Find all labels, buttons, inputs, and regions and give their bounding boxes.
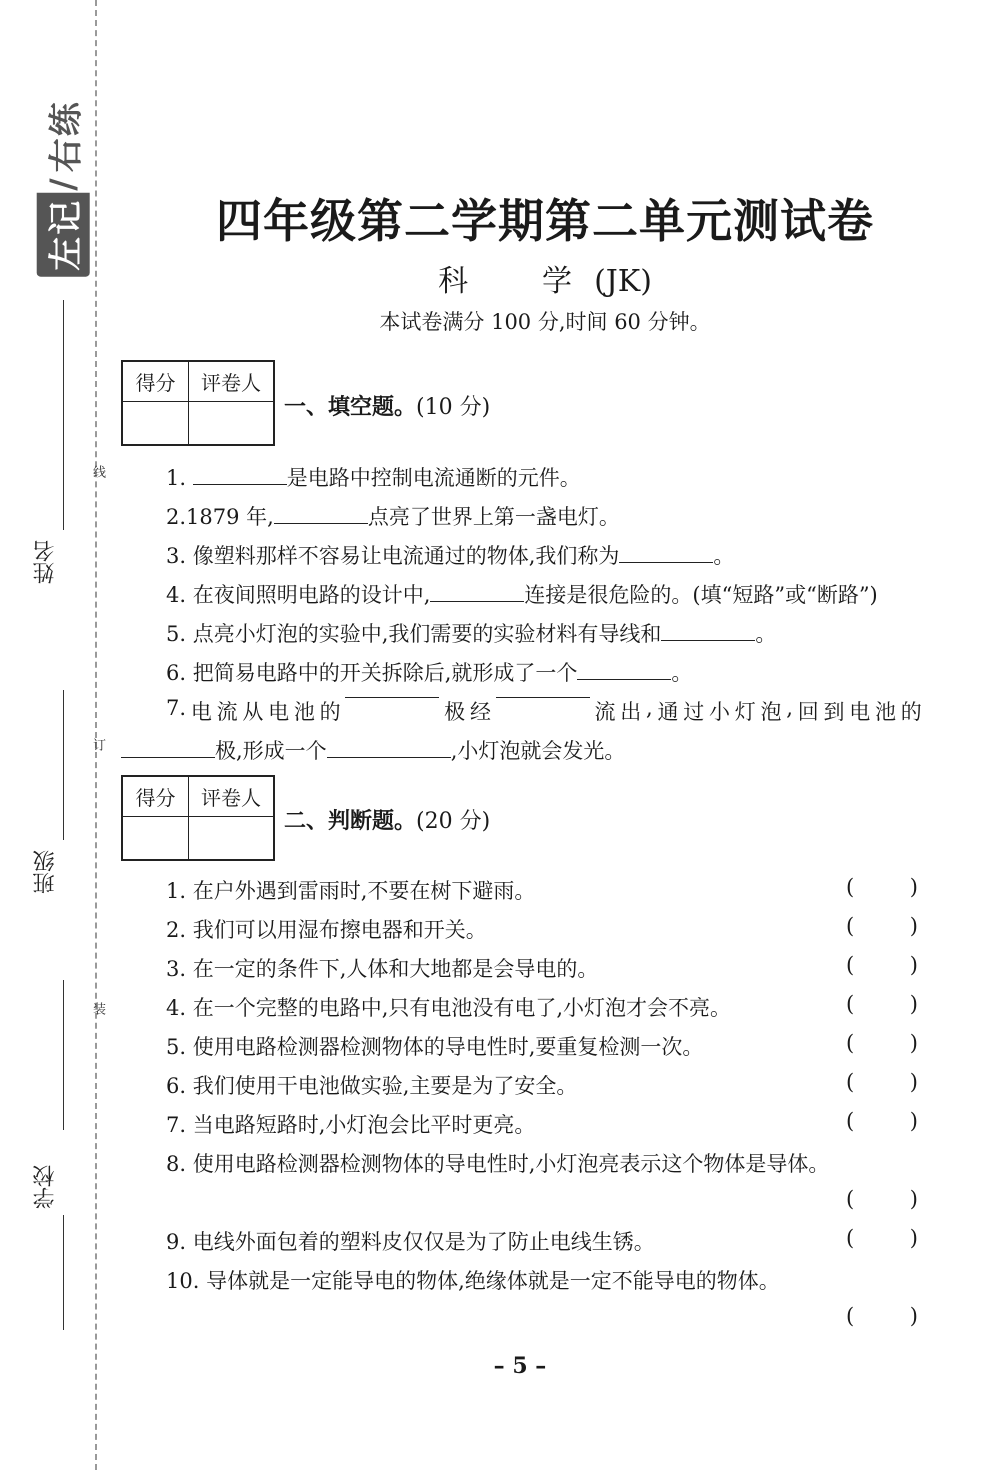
fill-question-1: 1. 是电路中控制电流通断的元件。 [166,466,581,490]
judge-question-10: 10. 导体就是一定能导电的物体,绝缘体就是一定不能导电的物体。 [166,1269,780,1293]
class-field-line [63,690,64,840]
fill-question-2: 2.1879 年, 点亮了世界上第一盏电灯。 [166,505,620,529]
grader-label: 评卷人 [189,777,273,817]
answer-parens[interactable]: ( ) [846,1226,918,1250]
section2-heading: 二、判断题。(20 分) [284,809,491,834]
page-number: – 5 – [493,1353,547,1379]
answer-parens[interactable]: ( ) [846,1304,918,1328]
answer-parens[interactable]: ( ) [846,1031,918,1055]
brand-left: 左记 [37,192,90,276]
judge-question-3: 3. 在一定的条件下,人体和大地都是会导电的。 [166,957,599,981]
cut-mark-line: 线 [90,465,105,478]
fill-question-7-line2: 极,形成一个 ,小灯泡就会发光。 [121,735,625,765]
grader-label: 评卷人 [189,362,273,402]
score-cell[interactable] [123,817,189,859]
answer-blank[interactable] [430,600,524,602]
cut-mark-pack: 装 [90,1002,105,1015]
name-field-label: 姓名 [33,540,58,584]
grader-cell[interactable] [189,817,273,859]
answer-blank[interactable] [193,483,287,485]
score-cell[interactable] [123,402,189,444]
answer-blank[interactable] [327,756,451,758]
name-field-line [63,300,64,530]
answer-blank[interactable] [577,678,671,680]
fill-question-4: 4. 在夜间照明电路的设计中, 连接是很危险的。(填“短路”或“断路”) [166,583,878,607]
school-field-line [63,980,64,1130]
judge-question-5: 5. 使用电路检测器检测物体的导电性时,要重复检测一次。 [166,1035,704,1059]
section1-heading: 一、填空题。(10 分) [284,395,491,420]
answer-blank[interactable] [121,756,215,758]
subject-title [120,256,970,300]
binding-cut-line [95,0,97,1470]
judge-question-9: 9. 电线外面包着的塑料皮仅仅是为了防止电线生锈。 [166,1230,655,1254]
answer-blank[interactable] [661,639,755,641]
judge-question-1: 1. 在户外遇到雷雨时,不要在树下避雨。 [166,879,536,903]
answer-parens[interactable]: ( ) [846,1109,918,1133]
score-label: 得分 [123,777,189,817]
answer-blank[interactable] [496,696,590,698]
subject-code: (JK) [594,264,652,299]
cut-mark-bind: 订 [90,738,105,751]
grader-cell[interactable] [189,402,273,444]
brand-right: 右练 [46,99,87,172]
judge-question-4: 4. 在一个完整的电路中,只有电池没有电了,小灯泡才会不亮。 [166,996,732,1020]
answer-blank[interactable] [274,522,368,524]
answer-parens[interactable]: ( ) [846,1187,918,1211]
score-box-section1 [121,360,275,446]
score-box-section2 [121,775,275,861]
answer-parens[interactable]: ( ) [846,992,918,1016]
fill-question-6: 6. 把简易电路中的开关拆除后,就形成了一个 。 [166,661,693,685]
answer-blank[interactable] [619,561,713,563]
answer-blank[interactable] [345,696,439,698]
judge-question-8: 8. 使用电路检测器检测物体的导电性时,小灯泡亮表示这个物体是导体。 [166,1152,830,1176]
exam-note: 本试卷满分 100 分,时间 60 分钟。 [379,310,711,334]
score-label: 得分 [123,362,189,402]
brand-logo: 左记 / 右练 [36,102,90,270]
fill-question-7-line1: 7. 电 流 从 电 池 的 极 经 流 出 , 通 过 小 灯 泡 , 回 到 电 池 的 [166,696,922,724]
answer-parens[interactable]: ( ) [846,953,918,977]
school-field-line-lower [63,1215,64,1330]
answer-parens[interactable]: ( ) [846,875,918,899]
judge-question-2: 2. 我们可以用湿布擦电器和开关。 [166,918,487,942]
school-field-label: 学校 [33,1165,58,1209]
subject-name: 科 学 [438,264,595,299]
answer-parens[interactable]: ( ) [846,914,918,938]
fill-question-5: 5. 点亮小灯泡的实验中,我们需要的实验材料有导线和 。 [166,622,777,646]
class-field-label: 班级 [33,850,58,894]
judge-question-6: 6. 我们使用干电池做实验,主要是为了安全。 [166,1074,578,1098]
page-title: 四年级第二学期第二单元测试卷 [216,194,874,248]
judge-question-7: 7. 当电路短路时,小灯泡会比平时更亮。 [166,1113,536,1137]
fill-question-3: 3. 像塑料那样不容易让电流通过的物体,我们称为 。 [166,544,735,568]
answer-parens[interactable]: ( ) [846,1070,918,1094]
